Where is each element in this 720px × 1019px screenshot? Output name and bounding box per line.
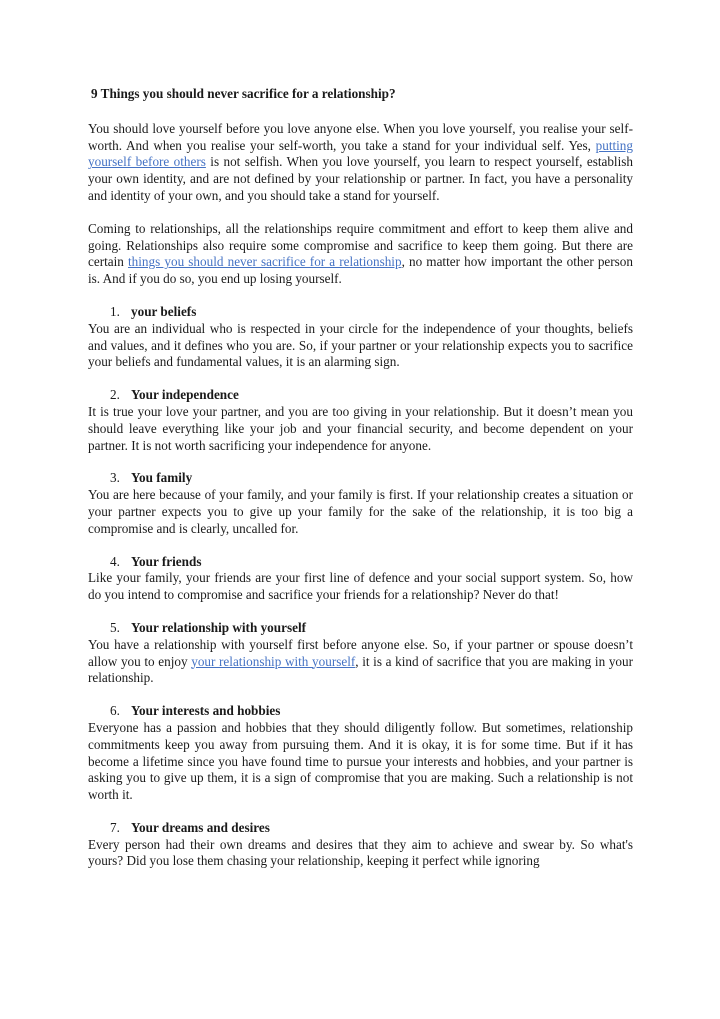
list-item-heading	[88, 304, 633, 321]
list-item-heading	[88, 620, 633, 637]
list-item-heading	[88, 554, 633, 571]
list-item-title: your beliefs	[131, 303, 197, 319]
list-item-heading	[88, 820, 633, 837]
list-item-title: You family	[131, 470, 193, 486]
list-item-body: Everyone has a passion and hobbies that they should diligently follow. But sometimes, relationship commitments keep you away from pursuing them. And it is okay, it is for some time. But if it has become a lifetime since you have found time to pursue your interests and hobbies, and your partner is asking you to give up them, it is a sign of compromise that you are making. Such a relationship is not worth it.	[88, 719, 633, 803]
intro-p1-text-end: is not selfish. When you love yourself, you learn to respect yourself, establish your own identity, and are not defined by your relationship or partner. In fact, you have a personality and identity of your own, and you should take a stand for yourself.	[88, 154, 633, 203]
list-item-title: Your relationship with yourself	[131, 619, 306, 635]
list-item-body: Every person had their own dreams and desires that they aim to achieve and swear by. So what's yours? Did you lose them chasing your relationship, keeping it perfect while ignoring	[88, 836, 633, 869]
list-item-body: Like your family, your friends are your first line of defence and your social support system. So, how do you intend to compromise and sacrifice your friends for a relationship? Never do that!	[88, 570, 633, 603]
item5-text-start: You have a relationship with yourself first before anyone else. So, if your partner or spouse doesn’t allow you to enjoy	[88, 636, 633, 669]
list-item-heading	[88, 387, 633, 404]
link-putting-yourself-before-others[interactable]: putting yourself before others	[88, 137, 633, 170]
list-item-body: It is true your love your partner, and you are too giving in your relationship. But it doesn’t mean you should leave everything like your job and your financial security, and become dependent on your partner. It is not worth sacrificing your independence for anyone.	[88, 403, 633, 453]
document-page	[88, 86, 633, 870]
list-item-body	[88, 637, 633, 687]
intro-paragraph-1	[88, 121, 633, 205]
intro-p2-text-start: Coming to relationships, all the relationships require commitment and effort to keep them alive and going. Relationships also require some compromise and sacrifice to keep them going. But there are certain	[88, 220, 633, 270]
list-item-heading	[88, 470, 633, 487]
list-item-body: You are here because of your family, and your family is first. If your relationship creates a situation or your partner expects you to give up your family for the sake of the relationship, it is too big a compromise and is clearly, uncalled for.	[88, 487, 633, 536]
list-item-title: Your friends	[131, 553, 202, 569]
list-item-number: 6.	[110, 703, 120, 719]
list-item-number: 5.	[110, 619, 120, 635]
list-item-heading	[88, 703, 633, 720]
intro-paragraph-2	[88, 221, 633, 288]
list-item-number: 3.	[110, 470, 120, 486]
link-things-never-sacrifice[interactable]: things you should never sacrifice for a relationship	[128, 254, 402, 270]
document-title: 9 Things you should never sacrifice for a relationship?	[91, 86, 396, 101]
list-item-title: Your dreams and desires	[131, 819, 270, 835]
list-item-number: 7.	[110, 819, 120, 835]
list-item-title: Your independence	[131, 387, 239, 403]
link-relationship-with-yourself[interactable]: your relationship with yourself	[191, 653, 356, 669]
list-item-number: 2.	[110, 387, 120, 403]
list-item-body: You are an individual who is respected in your circle for the independence of your thoughts, beliefs and values, and it defines who you are. So, if your partner or your relationship expects you to sacrifice your beliefs and fundamental values, it is an alarming sign.	[88, 320, 633, 370]
item5-text-end: , it is a kind of sacrifice that you are making in your relationship.	[88, 653, 633, 686]
intro-p2-text-end: , no matter how important the other person is. And if you do so, you end up losing yourself.	[88, 254, 633, 287]
list-item-title: Your interests and hobbies	[131, 703, 281, 719]
list-item-number: 1.	[110, 303, 120, 319]
intro-p1-text-start: You should love yourself before you love anyone else. When you love yourself, you realise your self-worth. And when you realise your self-worth, you take a stand for your individual self. Yes,	[88, 120, 633, 153]
list-item-number: 4.	[110, 553, 120, 569]
